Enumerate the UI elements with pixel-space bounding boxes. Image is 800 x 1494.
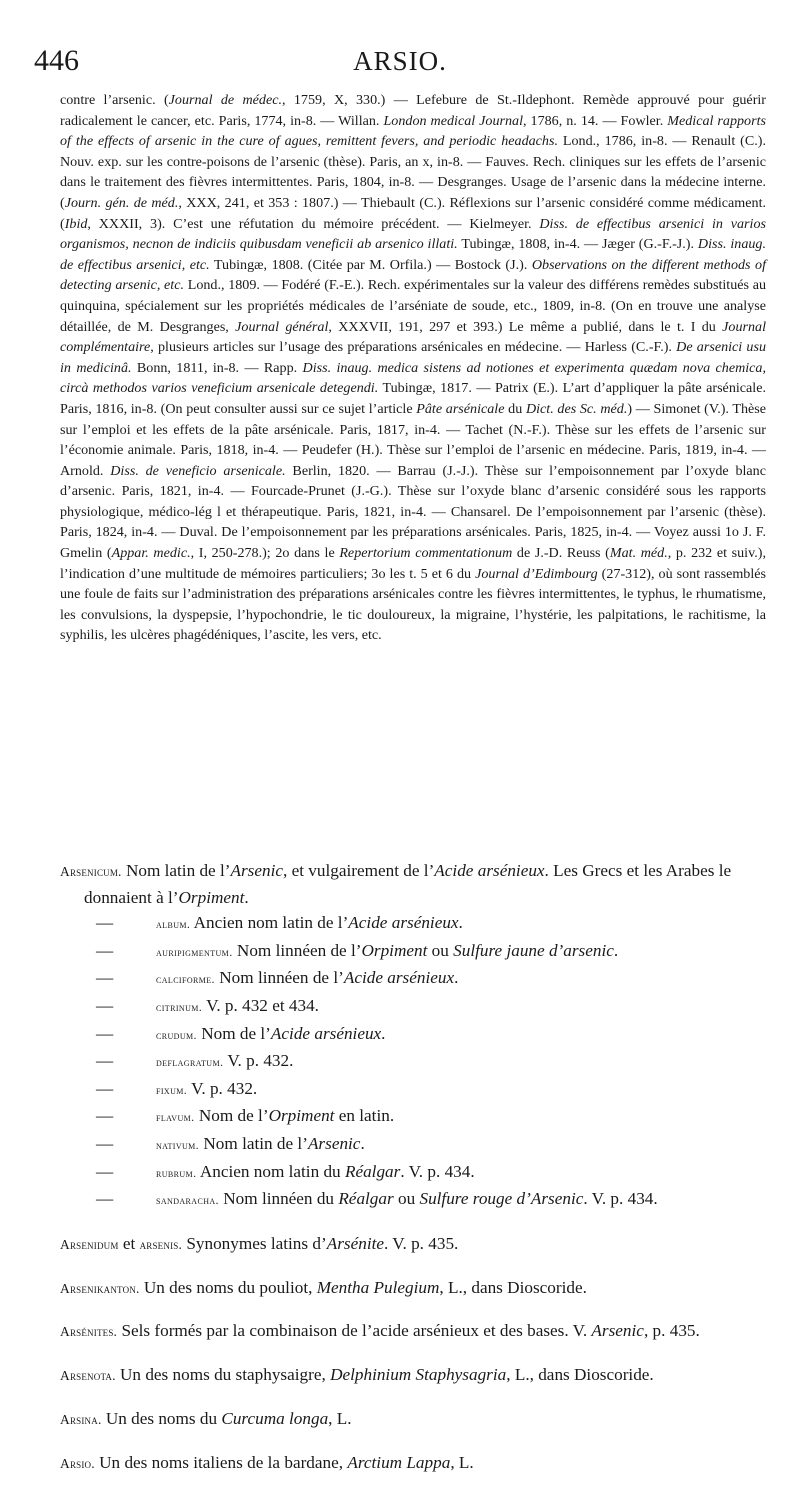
subentry-headword: nativum. [156,1137,200,1152]
text-run: Synonymes latins d’ [182,1233,327,1253]
subentry-row [60,1021,770,1049]
text-run: Tubingæ, 1817. — Patrix (E.). L’art d’appliquer la pâte arsénicale. Paris, 1816, in-8. (On peut consulter aussi sur ce sujet l’article [60,380,766,417]
italic-text: Journal d’Edimbourg [475,565,598,582]
subentry-row [60,1076,770,1104]
text-run: , p. 435. [643,1321,700,1341]
subentry-headword: sandaracha. [156,1193,219,1208]
text-run: , L., dans Dioscoride. [439,1277,587,1297]
text-run: . [458,913,463,933]
ditto-dash: — [96,1051,114,1071]
text-run: Nom latin de l’ [199,1133,308,1153]
text-run: , et vulgairement de l’ [283,861,435,880]
italic-text: Pâte arsénicale [416,400,505,417]
text-run: . [454,968,459,988]
text-run: du [504,400,526,417]
italic-text: Mentha Pulegium [316,1277,440,1297]
italic-text: Acide arsénieux [348,913,459,933]
subentry-row [60,965,770,993]
italic-text: Appar. medic. [111,545,191,562]
text-run: . [244,887,249,907]
subentry-text [156,1048,770,1076]
text-run: , L., dans Dioscoride. [506,1365,654,1385]
following-entries [60,1231,770,1477]
ditto-dash: — [96,1161,114,1181]
subentry-row [60,1186,770,1214]
italic-text: Acide arsénieux [343,968,455,988]
italic-text: Diss. de effectibus arsenici in varios organismos, necnon de indiciis quibusdam veneficii ab arsenico illati. [60,215,766,253]
entry-headword: Arsio. [60,1455,95,1471]
subentry-headword: rubrum. [156,1165,197,1180]
small-caps-text: arsenis. [139,1236,183,1252]
italic-text: Medical rapports of the effects of arsenic in the cure of agues, remittent fevers, and periodic headachs. [60,112,766,150]
subentry-headword: auripigmentum. [156,944,233,959]
text-run: Tubingæ, 1808, in-4. — Jæger (G.-F.-J.). [457,236,698,253]
subentry-headword: fixum. [156,1082,188,1097]
italic-text: Diss. inaug. medica sistens ad notiones et experimenta quædam nova chemica, circà methodos varios veneficium arsenicale detegendi. [60,359,766,397]
subentry-text [156,1103,770,1131]
italic-text: De arsenici usu in medicinâ. [60,339,766,376]
text-run: Tubingæ, 1808. (Citée par M. Orfila.) — Bostock (J.). [209,256,532,273]
italic-text: Journal général [235,318,329,335]
text-run: . V. p. 434. [400,1161,475,1181]
text-run: , XXXII, 3). C’est une réfutation du mémoire précédent. — Kielmeyer. [87,215,540,232]
italic-text: Orpiment [268,1106,335,1126]
text-run: , XXXVII, 191, 297 et 393.) Le même a publié, dans le t. I du [328,318,723,335]
italic-text: Acide arsénieux [434,861,545,880]
dictionary-entry [60,1406,770,1433]
italic-text: Observations on the different methods of detecting arsenic, etc. [60,256,766,294]
subentry-row [60,910,770,938]
bibliography-paragraph [60,90,766,646]
text-run: ) — Simonet (V.). Thèse sur l’emploi et les effets de la pâte arsénicale. Paris, 1817, in-4. — Tachet (N.-F.). Thèse sur les effets de l’arsenic sur l’économie animale. Paris, 1818, in-4. — Peudefer (H.). Thèse sur l’emploi de l’arsenic en médecine. Paris, 1819, in-4. — Arnold. [60,400,767,479]
text-run: . Les Grecs et les Arabes le donnaient à l’ [84,861,732,907]
italic-text: Acide arsénieux [270,1023,382,1043]
text-run: Un des noms du [101,1409,222,1429]
ditto-dash: — [96,913,114,933]
entry-headword: Arsenicum. [60,864,122,879]
italic-text: Sulfure rouge d’Arsenic [419,1189,584,1209]
text-run: de J.-D. Reuss ( [512,545,610,562]
text-run: Bonn, 1811, in-8. — Rapp. [131,359,303,376]
subentry-row [60,1103,770,1131]
subentry-headword: album. [156,917,191,932]
italic-text: Sulfure jaune d’arsenic [453,940,614,960]
text-run: Un des noms du staphysaigre, [115,1365,331,1385]
text-run: , L. [450,1452,474,1472]
entry-arsenicum [60,858,770,910]
ditto-dash: — [96,1078,114,1098]
italic-text: Arsenic [307,1133,361,1153]
subentry-text [156,993,770,1021]
text-run: V. p. 432. [223,1051,294,1071]
text-run: Nom linnéen de l’ [214,968,344,988]
ditto-dash: — [96,1106,114,1126]
dictionary-entry [60,1231,770,1258]
subentry-headword: flavum. [156,1110,195,1125]
subentry-row [60,993,770,1021]
text-run: V. p. 432 et 434. [202,995,319,1015]
ditto-dash: — [96,995,114,1015]
italic-text: London medical Journal [383,112,524,129]
text-run: en latin. [334,1106,395,1126]
text-run: Un des noms du pouliot, [139,1277,317,1297]
italic-text: Journal de médec. [168,92,283,108]
entry-headword: Arsénites. [60,1324,118,1340]
text-run: . [613,940,619,960]
subentry-row [60,1048,770,1076]
text-run: . [381,1023,386,1043]
text-run: Nom linnéen du [218,1189,339,1209]
italic-text: Arsenic [591,1321,644,1341]
subentry-headword: crudum. [156,1027,197,1042]
italic-text: Orpiment [178,887,245,907]
dictionary-entry [60,1275,770,1302]
subentry-row [60,1131,770,1159]
text-run: V. p. 432. [187,1078,258,1098]
text-run: . V. p. 434. [583,1189,658,1209]
text-run: , XXX, 241, et 353 : 1807.) — Thiebault (C.). Réflexions sur l’arsenic considéré comme médicament. ( [60,194,767,232]
text-run: , p. 232 et suiv.), l’indication d’une multitude de mémoires particuliers; 3o les t. 5 et 6 du [60,545,766,582]
dictionary-entry [60,1362,770,1389]
page-header [34,44,766,78]
italic-text: Dict. des Sc. méd. [525,400,628,417]
italic-text: Journ. gén. de méd. [64,194,179,211]
text-run: Berlin, 1820. — Barrau (J.-J.). Thèse sur l’empoisonnement par l’oxyde blanc d’arsenic. Paris, 1821, in-4. — Fourcade-Prunet (J.-G.). Thèse sur l’oxyde blanc d’arsenic considéré sous les rapports physiologique, médico-lég l et thérapeutique. Paris, 1821, in-4. — Chansarel. De l’empoisonnement par l’arsenic (thèse). Paris, 1824, in-4. — Duval. De l’empoisonnement par les préparations arsénicales. Paris, 1825, in-4. — Voyez aussi 1o J. F. Gmelin ( [60,462,766,562]
subentry-text [156,1131,770,1159]
entry-headword: Arsenidum [60,1236,119,1252]
page-number: 446 [34,44,79,77]
dictionary-entry [60,1450,770,1477]
italic-text: Mat. méd. [609,545,668,562]
text-run: (27-312), où sont rassemblés une foule de faits sur l’administration des préparations arsénicales contre les fièvres intermittentes, le typhus, le rhumatisme, les convulsions, la dyspepsie, l’hypochondrie, le tic douloureux, la migraine, l’hystérie, les palpitations, le rachitisme, la syphilis, les ulcères phagédéniques, l’ascite, les vers, etc. [60,565,766,644]
text-run: , 1786, n. 14. — Fowler. [523,112,668,129]
italic-text: Arctium Lappa [347,1452,451,1472]
italic-text: Diss. inaug. de effectibus arsenici, etc. [60,236,766,273]
text-run: Nom linnéen de l’ [232,940,362,960]
text-run: Ancien nom latin du [196,1161,345,1181]
italic-text: Réalgar [344,1161,401,1181]
text-run: , 1759, X, 330.) — Lefebure de St.-Ildephont. Remède approuvé pour guérir radicalement le cancer, etc. Paris, 1774, in-8. — Willan. [60,92,766,129]
ditto-dash: — [96,1189,114,1209]
text-run: Nom latin de l’ [121,861,231,880]
entry-headword: Arsina. [60,1412,102,1428]
ditto-dash: — [96,940,114,960]
text-run: Un des noms italiens de la bardane, [94,1452,348,1472]
italic-text: Diss. de veneficio arsenicale. [110,462,286,479]
entry-headword: Arsenota. [60,1368,116,1384]
text-run: ou [427,940,454,960]
text-run: Lond., 1786, in-8. — Renault (C.). Nouv. exp. sur les contre-poisons de l’arsenic (thèse). Paris, an x, in-8. — Fauves. Rech. cliniques sur les effets de l’arsenic dans le traitement des fièvres intermittentes. Paris, 1804, in-8. — Desgranges. Usage de l’arsenic dans la médecine interne. ( [60,133,766,211]
subentry-text [156,1159,770,1187]
text-run: ou [393,1189,420,1209]
text-run: , I, 250-278.); 2o dans le [190,545,340,562]
italic-text: Curcuma longa [221,1409,329,1429]
italic-text: Journal complémentaire [60,318,766,356]
subentry-headword: citrinum. [156,999,203,1014]
subentry-text [156,910,770,938]
subentry-row [60,1159,770,1187]
italic-text: Ibid [64,215,88,232]
subentry-text [156,1021,770,1049]
italic-text: Delphinium Staphysagria [330,1365,507,1385]
subentry-headword: deflagratum. [156,1055,224,1070]
italic-text: Arsénite [326,1233,384,1253]
ditto-dash: — [96,1133,114,1153]
dictionary-entry [60,1318,770,1345]
ditto-dash: — [96,968,114,988]
arsenicum-subentries [60,910,770,1214]
entry-headword: Arsenikanton. [60,1280,140,1296]
text-run: . V. p. 435. [384,1233,459,1253]
subentry-headword: calciforme. [156,972,215,987]
text-run: Ancien nom latin de l’ [190,913,349,933]
subentry-text [156,938,770,966]
italic-text: Orpiment [361,940,428,960]
text-run: , plusieurs articles sur l’usage des préparations arsénicales en médecine. — Harless (C.-F.). [150,339,677,356]
subentry-text [156,1076,770,1104]
subentry-text [156,1186,770,1214]
text-run: Nom de l’ [196,1023,271,1043]
text-run: , L. [328,1409,352,1429]
text-run: . [360,1133,365,1153]
arsenicum-definition [60,858,770,910]
text-run: Sels formés par la combinaison de l’acide arsénieux et des bases. V. [117,1321,592,1341]
text-run: Nom de l’ [194,1106,269,1126]
ditto-dash: — [96,1023,114,1043]
entry-text [84,861,731,907]
italic-text: Repertorium commentationum [339,545,513,562]
italic-text: Réalgar [338,1189,394,1209]
dictionary-entries [60,858,770,1494]
text-run: contre l’arsenic. ( [60,92,169,108]
text-run: Lond., 1809. — Fodéré (F.-E.). Rech. expérimentales sur la valeur des différens remèdes substitués au quinquina, spécialement sur les propriétés médicales de l’arséniate de soude, etc., 1809, in-8. (On en trouve une analyse détaillée, de M. Desgranges, [60,277,766,335]
subentry-row [60,938,770,966]
italic-text: Arsenic [230,861,283,880]
text-run: et [118,1233,140,1253]
running-head: ARSIO. [353,46,447,76]
subentry-text [156,965,770,993]
